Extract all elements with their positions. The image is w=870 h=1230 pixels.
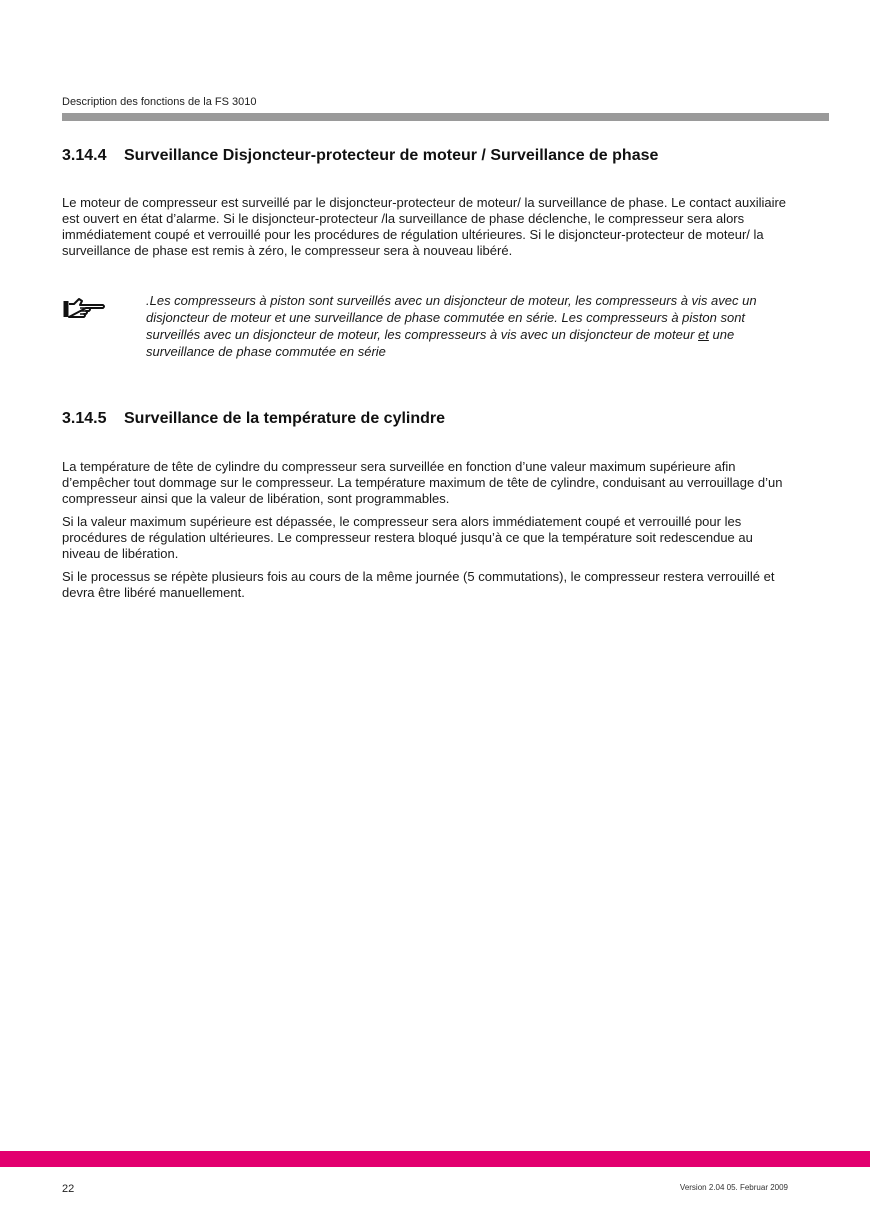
section-paragraph: Si le processus se répète plusieurs fois au cours de la même journée (5 commutations), le compresseur restera verrouillé et devra être libéré manuellement. (62, 569, 775, 600)
header-title: Description des fonctions de la FS 3010 (62, 96, 257, 108)
section-number: 3.14.4 (62, 147, 107, 164)
section-paragraph: La température de tête de cylindre du compresseur sera surveillée en fonction d’une valeur maximum supérieure afin d’empêcher tout dommage sur le compresseur. La température maximum de tête de cylindre, conduisant au verrouillage d’un compresseur ainsi que la valeur de libération, sont programmables. (62, 459, 783, 506)
section-3-14-5 (62, 410, 792, 608)
pointing-hand-icon (62, 296, 106, 322)
section-title: Surveillance de la température de cylindre (124, 410, 446, 427)
section-3-14-4 (62, 147, 792, 259)
note-text-part: une surveillance de phase commutée en série (146, 327, 735, 359)
note-text (146, 292, 792, 360)
version-info: Version 2.04 05. Februar 2009 (679, 1183, 788, 1192)
section-number: 3.14.5 (62, 410, 107, 427)
section-paragraph: Le moteur de compresseur est surveillé par le disjoncteur-protecteur de moteur/ la surveillance de phase. Le contact auxiliaire est ouvert en état d’alarme. Si le disjoncteur-protecteur /la surveillance de phase déclenche, le compresseur sera alors immédiatement coupé et verrouillé pour les procédures de régulation ultérieures. Si le disjoncteur-protecteur de moteur/ la surveillance de phase est remis à zéro, le compresseur sera à nouveau libéré. (62, 195, 787, 258)
section-paragraph: Si la valeur maximum supérieure est dépassée, le compresseur sera alors immédiatement coupé et verrouillé pour les procédures de régulation ultérieures. Le compresseur restera bloqué jusqu’à ce que la température soit redescendue au niveau de libération. (62, 514, 753, 561)
note-underlined-word: et (698, 327, 709, 342)
header-rule (62, 113, 829, 121)
page-number: 22 (62, 1183, 75, 1195)
note-text-part: .Les compresseurs à piston sont surveillés avec un disjoncteur de moteur, les compresseurs à vis avec un disjoncteur de moteur et une surveillance de phase commutée en série. Les compresseurs à piston sont surveillés avec un disjoncteur de moteur, les compresseurs à vis avec un disjoncteur de moteur (146, 293, 757, 342)
section-title: Surveillance Disjoncteur-protecteur de moteur / Surveillance de phase (124, 147, 659, 164)
section-heading (62, 410, 792, 428)
section-heading (62, 147, 792, 165)
footer-bar (0, 1151, 870, 1167)
